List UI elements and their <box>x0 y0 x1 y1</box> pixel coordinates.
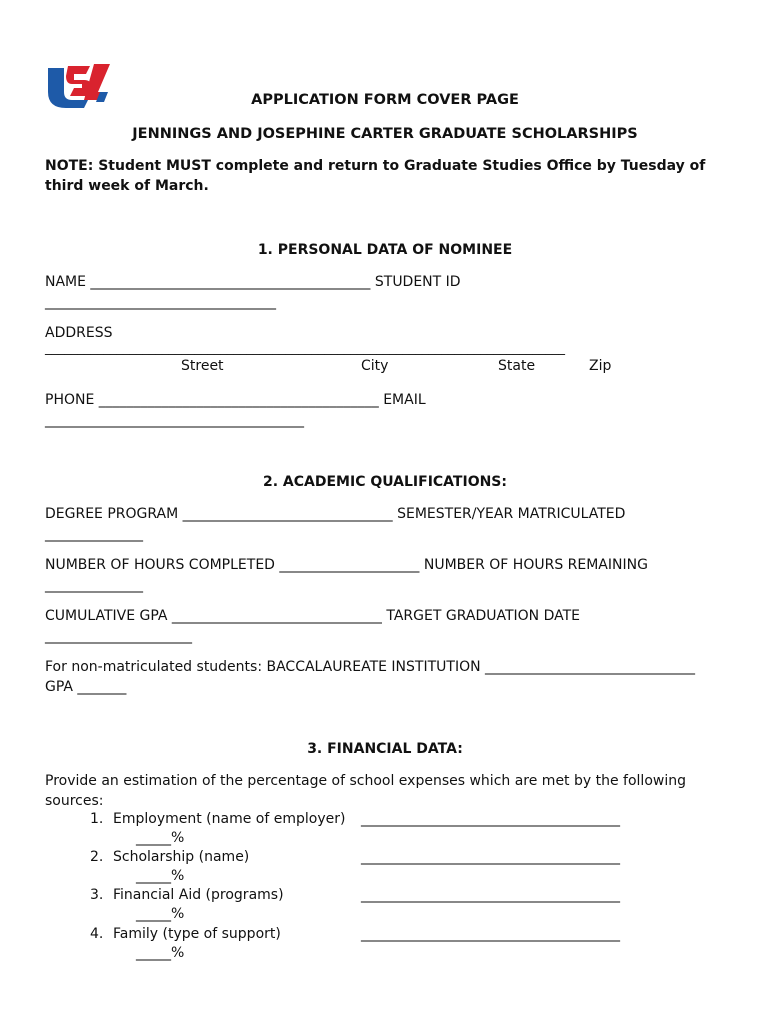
student-id-field[interactable]: _________________________________ <box>45 294 276 310</box>
hours-completed-field[interactable]: NUMBER OF HOURS COMPLETED ____________________ NUMBER OF HOURS REMAINING <box>45 557 648 573</box>
item-label: Financial Aid (programs) <box>113 887 284 903</box>
item-name-field[interactable]: _____________________________________ <box>361 926 620 942</box>
financial-intro-line-1: Provide an estimation of the percentage of school expenses which are met by the following <box>45 773 686 789</box>
item-percent-field[interactable]: _____% <box>136 945 185 961</box>
baccalaureate-gpa-field[interactable]: GPA _______ <box>45 679 127 695</box>
item-number: 1. <box>90 811 104 827</box>
state-label: State <box>498 358 536 374</box>
section-academic-heading: 2. ACADEMIC QUALIFICATIONS: <box>262 474 507 490</box>
graduation-date-field[interactable]: _____________________ <box>45 628 192 644</box>
note-line-1: NOTE: Student MUST complete and return to Graduate Studies Office by Tuesday of <box>45 158 706 174</box>
baccalaureate-institution-field[interactable]: For non-matriculated students: BACCALAUREATE INSTITUTION ______________________________ <box>45 659 696 675</box>
zip-label: Zip <box>589 358 612 374</box>
hours-remaining-field[interactable]: ______________ <box>45 577 143 593</box>
address-label: ADDRESS <box>45 325 113 341</box>
matriculated-field[interactable]: ______________ <box>45 526 143 542</box>
item-label: Scholarship (name) <box>113 849 250 865</box>
item-percent-field[interactable]: _____% <box>136 830 185 846</box>
item-number: 4. <box>90 926 104 942</box>
item-name-field[interactable]: _____________________________________ <box>361 849 620 865</box>
item-percent-field[interactable]: _____% <box>136 906 185 922</box>
item-name-field[interactable]: _____________________________________ <box>361 887 620 903</box>
city-label: City <box>361 358 389 374</box>
page-title: APPLICATION FORM COVER PAGE <box>251 92 519 108</box>
address-field[interactable]: ________________________________________________________________________________ <box>45 341 565 356</box>
item-number: 3. <box>90 887 104 903</box>
note-line-2: third week of March. <box>45 178 209 194</box>
scholarship-subtitle: JENNINGS AND JOSEPHINE CARTER GRADUATE SCHOLARSHIPS <box>132 126 638 142</box>
section-personal-data-heading: 1. PERSONAL DATA OF NOMINEE <box>257 242 513 258</box>
section-financial-heading: 3. FINANCIAL DATA: <box>307 741 463 757</box>
item-number: 2. <box>90 849 104 865</box>
item-name-field[interactable]: _____________________________________ <box>361 811 620 827</box>
item-percent-field[interactable]: _____% <box>136 868 185 884</box>
degree-program-field[interactable]: DEGREE PROGRAM ______________________________ SEMESTER/YEAR MATRICULATED <box>45 506 626 522</box>
item-label: Family (type of support) <box>113 926 281 942</box>
cumulative-gpa-field[interactable]: CUMULATIVE GPA ______________________________ TARGET GRADUATION DATE <box>45 608 581 624</box>
name-student-id-field[interactable]: NAME ________________________________________ STUDENT ID <box>45 274 461 290</box>
item-label: Employment (name of employer) <box>113 811 346 827</box>
financial-intro-line-2: sources: <box>45 793 104 809</box>
phone-email-field[interactable]: PHONE ________________________________________ EMAIL <box>45 392 426 408</box>
street-label: Street <box>181 358 224 374</box>
email-field[interactable]: _____________________________________ <box>45 412 304 428</box>
